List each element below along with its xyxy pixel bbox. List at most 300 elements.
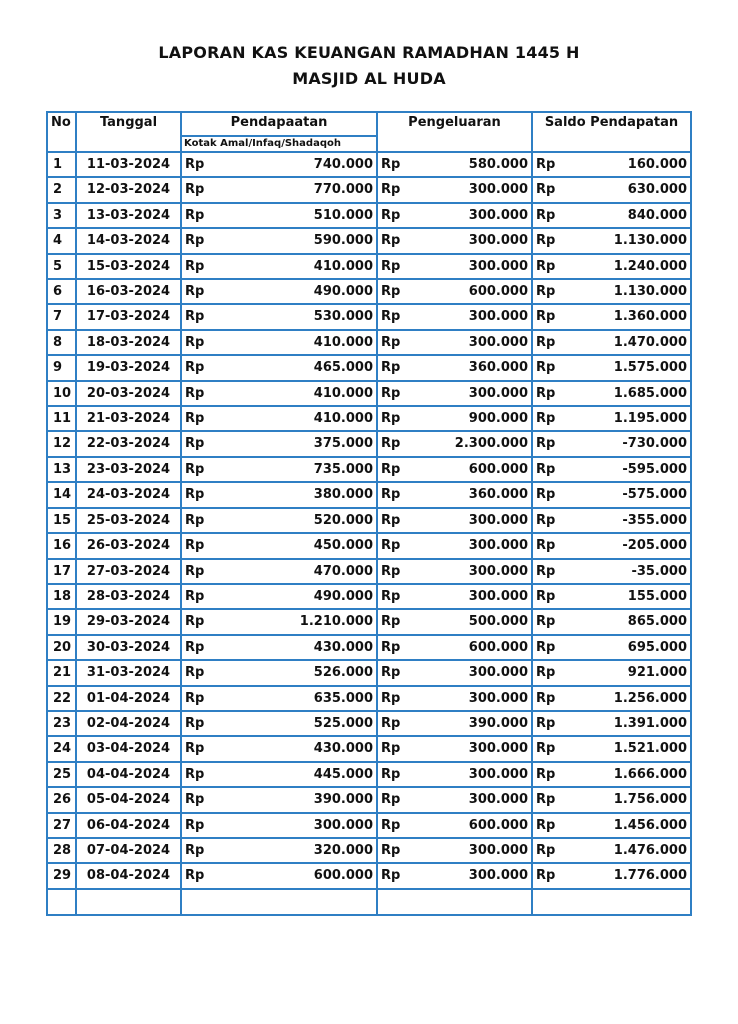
currency-label: Rp xyxy=(536,715,556,731)
cell-date: 26-03-2024 xyxy=(76,533,181,558)
cell-date: 02-04-2024 xyxy=(76,711,181,736)
cell-balance xyxy=(532,355,691,380)
income-value: 530.000 xyxy=(313,309,373,325)
currency-label: Rp xyxy=(536,258,556,274)
balance-value: 1.391.000 xyxy=(613,715,687,731)
cell-balance xyxy=(532,635,691,660)
expense-value: 300.000 xyxy=(468,766,528,782)
table-row xyxy=(47,762,691,787)
cell-no: 21 xyxy=(47,660,76,685)
cell-no: 12 xyxy=(47,431,76,456)
empty-cell xyxy=(532,889,691,915)
cell-date: 19-03-2024 xyxy=(76,355,181,380)
cell-expense xyxy=(377,787,532,812)
income-value: 770.000 xyxy=(313,182,373,198)
currency-label: Rp xyxy=(381,436,401,452)
currency-label: Rp xyxy=(185,538,205,554)
table-row xyxy=(47,330,691,355)
expense-value: 300.000 xyxy=(468,512,528,528)
report-subtitle: MASJID AL HUDA xyxy=(292,69,446,88)
currency-label: Rp xyxy=(381,487,401,503)
currency-label: Rp xyxy=(381,563,401,579)
table-row xyxy=(47,406,691,431)
table-row xyxy=(47,787,691,812)
income-value: 590.000 xyxy=(313,233,373,249)
cell-no: 1 xyxy=(47,152,76,177)
balance-value: 1.575.000 xyxy=(613,360,687,376)
currency-label: Rp xyxy=(185,639,205,655)
currency-label: Rp xyxy=(381,868,401,884)
balance-value: 160.000 xyxy=(627,157,687,172)
cell-balance xyxy=(532,660,691,685)
currency-label: Rp xyxy=(381,309,401,325)
currency-label: Rp xyxy=(381,741,401,757)
cell-balance xyxy=(532,152,691,177)
cell-income xyxy=(181,711,377,736)
header-no: No xyxy=(47,112,76,152)
header-expense: Pengeluaran xyxy=(377,112,532,152)
cell-date: 14-03-2024 xyxy=(76,228,181,253)
currency-label: Rp xyxy=(185,741,205,757)
cell-no: 11 xyxy=(47,406,76,431)
currency-label: Rp xyxy=(381,792,401,808)
expense-value: 300.000 xyxy=(468,182,528,198)
balance-value: 1.130.000 xyxy=(613,233,687,249)
cell-no: 10 xyxy=(47,381,76,406)
cell-no: 4 xyxy=(47,228,76,253)
currency-label: Rp xyxy=(536,665,556,681)
currency-label: Rp xyxy=(381,461,401,477)
cell-expense xyxy=(377,355,532,380)
empty-cell xyxy=(377,889,532,915)
currency-label: Rp xyxy=(381,360,401,376)
currency-label: Rp xyxy=(185,461,205,477)
cell-income xyxy=(181,228,377,253)
expense-value: 300.000 xyxy=(468,258,528,274)
currency-label: Rp xyxy=(185,792,205,808)
cell-date: 20-03-2024 xyxy=(76,381,181,406)
balance-value: 1.776.000 xyxy=(613,868,687,884)
currency-label: Rp xyxy=(185,182,205,198)
income-value: 410.000 xyxy=(313,258,373,274)
cell-income xyxy=(181,787,377,812)
balance-value: -595.000 xyxy=(622,461,687,477)
currency-label: Rp xyxy=(185,157,205,172)
cell-income xyxy=(181,355,377,380)
cell-date: 31-03-2024 xyxy=(76,660,181,685)
currency-label: Rp xyxy=(536,334,556,350)
cell-income xyxy=(181,762,377,787)
expense-value: 300.000 xyxy=(468,690,528,706)
cell-no: 7 xyxy=(47,304,76,329)
currency-label: Rp xyxy=(185,690,205,706)
income-value: 465.000 xyxy=(313,360,373,376)
income-value: 320.000 xyxy=(313,842,373,858)
currency-label: Rp xyxy=(536,563,556,579)
balance-value: 1.360.000 xyxy=(613,309,687,325)
currency-label: Rp xyxy=(536,461,556,477)
cell-no: 26 xyxy=(47,787,76,812)
expense-value: 300.000 xyxy=(468,563,528,579)
currency-label: Rp xyxy=(381,284,401,300)
balance-value: 1.130.000 xyxy=(613,284,687,300)
empty-cell xyxy=(47,889,76,915)
balance-value: 1.256.000 xyxy=(613,690,687,706)
cell-income xyxy=(181,177,377,202)
balance-value: 865.000 xyxy=(627,614,687,630)
income-value: 490.000 xyxy=(313,588,373,604)
cell-income xyxy=(181,863,377,888)
cell-income xyxy=(181,482,377,507)
expense-value: 600.000 xyxy=(468,817,528,833)
currency-label: Rp xyxy=(185,665,205,681)
income-value: 735.000 xyxy=(313,461,373,477)
header-balance: Saldo Pendapatan xyxy=(532,112,691,152)
cell-no: 2 xyxy=(47,177,76,202)
cell-income xyxy=(181,330,377,355)
cell-date: 28-03-2024 xyxy=(76,584,181,609)
cell-expense xyxy=(377,736,532,761)
expense-value: 600.000 xyxy=(468,461,528,477)
cell-balance xyxy=(532,559,691,584)
income-value: 526.000 xyxy=(313,665,373,681)
table-row xyxy=(47,609,691,634)
cell-income xyxy=(181,660,377,685)
cell-balance xyxy=(532,330,691,355)
currency-label: Rp xyxy=(185,436,205,452)
currency-label: Rp xyxy=(536,868,556,884)
header-date: Tanggal xyxy=(76,112,181,152)
income-value: 445.000 xyxy=(313,766,373,782)
cell-expense xyxy=(377,533,532,558)
balance-value: -35.000 xyxy=(631,563,687,579)
cell-balance xyxy=(532,381,691,406)
currency-label: Rp xyxy=(536,487,556,503)
table-row xyxy=(47,838,691,863)
currency-label: Rp xyxy=(536,360,556,376)
cell-date: 06-04-2024 xyxy=(76,813,181,838)
cell-date: 25-03-2024 xyxy=(76,508,181,533)
income-value: 410.000 xyxy=(313,411,373,427)
currency-label: Rp xyxy=(185,258,205,274)
currency-label: Rp xyxy=(185,563,205,579)
currency-label: Rp xyxy=(536,766,556,782)
cell-no: 18 xyxy=(47,584,76,609)
expense-value: 2.300.000 xyxy=(454,436,528,452)
balance-value: -575.000 xyxy=(622,487,687,503)
expense-value: 900.000 xyxy=(468,411,528,427)
cell-no: 15 xyxy=(47,508,76,533)
cell-date: 22-03-2024 xyxy=(76,431,181,456)
cell-no: 19 xyxy=(47,609,76,634)
cell-expense xyxy=(377,686,532,711)
expense-value: 300.000 xyxy=(468,309,528,325)
cell-expense xyxy=(377,635,532,660)
currency-label: Rp xyxy=(536,792,556,808)
cell-expense xyxy=(377,228,532,253)
cell-no: 16 xyxy=(47,533,76,558)
balance-value: 155.000 xyxy=(627,588,687,604)
cell-balance xyxy=(532,813,691,838)
cell-expense xyxy=(377,279,532,304)
cell-expense xyxy=(377,660,532,685)
cell-no: 5 xyxy=(47,254,76,279)
balance-value: -355.000 xyxy=(622,512,687,528)
cell-balance xyxy=(532,304,691,329)
cell-income xyxy=(181,279,377,304)
cell-balance xyxy=(532,431,691,456)
expense-value: 300.000 xyxy=(468,792,528,808)
expense-value: 300.000 xyxy=(468,207,528,223)
table-row xyxy=(47,431,691,456)
income-value: 510.000 xyxy=(313,207,373,223)
cell-expense xyxy=(377,330,532,355)
currency-label: Rp xyxy=(185,868,205,884)
cell-date: 03-04-2024 xyxy=(76,736,181,761)
currency-label: Rp xyxy=(381,842,401,858)
currency-label: Rp xyxy=(381,258,401,274)
table-row xyxy=(47,559,691,584)
table-row xyxy=(47,381,691,406)
cell-balance xyxy=(532,228,691,253)
balance-value: 1.521.000 xyxy=(613,741,687,757)
cell-no: 25 xyxy=(47,762,76,787)
cell-expense xyxy=(377,177,532,202)
cell-income xyxy=(181,609,377,634)
currency-label: Rp xyxy=(185,309,205,325)
cell-no: 24 xyxy=(47,736,76,761)
currency-label: Rp xyxy=(185,715,205,731)
currency-label: Rp xyxy=(185,512,205,528)
cell-balance xyxy=(532,508,691,533)
balance-value: 1.685.000 xyxy=(613,385,687,401)
currency-label: Rp xyxy=(381,182,401,198)
cell-balance xyxy=(532,736,691,761)
currency-label: Rp xyxy=(536,411,556,427)
table-row xyxy=(47,228,691,253)
cell-no: 17 xyxy=(47,559,76,584)
expense-value: 300.000 xyxy=(468,385,528,401)
currency-label: Rp xyxy=(381,588,401,604)
cell-expense xyxy=(377,304,532,329)
expense-value: 300.000 xyxy=(468,741,528,757)
report-title: LAPORAN KAS KEUANGAN RAMADHAN 1445 H xyxy=(158,43,580,62)
cell-balance xyxy=(532,863,691,888)
income-value: 635.000 xyxy=(313,690,373,706)
cell-income xyxy=(181,203,377,228)
currency-label: Rp xyxy=(381,538,401,554)
cell-income xyxy=(181,254,377,279)
cell-date: 17-03-2024 xyxy=(76,304,181,329)
expense-value: 600.000 xyxy=(468,639,528,655)
cell-expense xyxy=(377,559,532,584)
cell-date: 01-04-2024 xyxy=(76,686,181,711)
cell-income xyxy=(181,508,377,533)
income-value: 525.000 xyxy=(313,715,373,731)
cell-no: 22 xyxy=(47,686,76,711)
cell-income xyxy=(181,152,377,177)
cell-balance xyxy=(532,838,691,863)
cell-expense xyxy=(377,482,532,507)
cell-date: 15-03-2024 xyxy=(76,254,181,279)
currency-label: Rp xyxy=(185,614,205,630)
currency-label: Rp xyxy=(185,411,205,427)
expense-value: 300.000 xyxy=(468,334,528,350)
currency-label: Rp xyxy=(536,842,556,858)
table-row xyxy=(47,736,691,761)
expense-value: 300.000 xyxy=(468,588,528,604)
expense-value: 580.000 xyxy=(468,157,528,172)
balance-value: 630.000 xyxy=(627,182,687,198)
expense-value: 360.000 xyxy=(468,360,528,376)
empty-row xyxy=(47,889,691,915)
balance-value: 1.756.000 xyxy=(613,792,687,808)
income-value: 375.000 xyxy=(313,436,373,452)
balance-value: 695.000 xyxy=(627,639,687,655)
table-row xyxy=(47,203,691,228)
currency-label: Rp xyxy=(381,207,401,223)
cell-expense xyxy=(377,813,532,838)
cell-date: 27-03-2024 xyxy=(76,559,181,584)
income-value: 740.000 xyxy=(313,157,373,172)
table-row xyxy=(47,686,691,711)
expense-value: 300.000 xyxy=(468,868,528,884)
balance-value: 921.000 xyxy=(627,665,687,681)
currency-label: Rp xyxy=(536,284,556,300)
cell-no: 20 xyxy=(47,635,76,660)
cell-income xyxy=(181,635,377,660)
empty-cell xyxy=(76,889,181,915)
cell-balance xyxy=(532,584,691,609)
cell-expense xyxy=(377,762,532,787)
cell-date: 16-03-2024 xyxy=(76,279,181,304)
cell-expense xyxy=(377,431,532,456)
expense-value: 390.000 xyxy=(468,715,528,731)
table-row xyxy=(47,279,691,304)
balance-value: 1.240.000 xyxy=(613,258,687,274)
header-income-sub: Kotak Amal/Infaq/Shadaqoh xyxy=(181,136,377,152)
cell-expense xyxy=(377,584,532,609)
balance-value: -730.000 xyxy=(622,436,687,452)
table-row xyxy=(47,152,691,177)
cell-expense xyxy=(377,406,532,431)
cell-date: 21-03-2024 xyxy=(76,406,181,431)
income-value: 450.000 xyxy=(313,538,373,554)
currency-label: Rp xyxy=(185,334,205,350)
currency-label: Rp xyxy=(536,157,556,172)
currency-label: Rp xyxy=(381,665,401,681)
cell-balance xyxy=(532,254,691,279)
currency-label: Rp xyxy=(536,512,556,528)
cell-no: 8 xyxy=(47,330,76,355)
expense-value: 300.000 xyxy=(468,842,528,858)
cell-income xyxy=(181,431,377,456)
currency-label: Rp xyxy=(185,385,205,401)
currency-label: Rp xyxy=(185,360,205,376)
table-row xyxy=(47,355,691,380)
cell-income xyxy=(181,406,377,431)
currency-label: Rp xyxy=(536,233,556,249)
balance-value: 1.666.000 xyxy=(613,766,687,782)
header-income: Pendapaatan xyxy=(181,112,377,136)
cell-no: 14 xyxy=(47,482,76,507)
cell-no: 29 xyxy=(47,863,76,888)
cell-balance xyxy=(532,762,691,787)
currency-label: Rp xyxy=(381,614,401,630)
currency-label: Rp xyxy=(536,309,556,325)
table-row xyxy=(47,813,691,838)
currency-label: Rp xyxy=(381,334,401,350)
income-value: 300.000 xyxy=(313,817,373,833)
table-row xyxy=(47,533,691,558)
currency-label: Rp xyxy=(536,207,556,223)
cell-date: 07-04-2024 xyxy=(76,838,181,863)
cell-date: 12-03-2024 xyxy=(76,177,181,202)
currency-label: Rp xyxy=(185,842,205,858)
currency-label: Rp xyxy=(381,766,401,782)
cell-income xyxy=(181,736,377,761)
currency-label: Rp xyxy=(536,182,556,198)
balance-value: 1.470.000 xyxy=(613,334,687,350)
cell-date: 18-03-2024 xyxy=(76,330,181,355)
cell-date: 24-03-2024 xyxy=(76,482,181,507)
cell-balance xyxy=(532,609,691,634)
income-value: 470.000 xyxy=(313,563,373,579)
income-value: 410.000 xyxy=(313,385,373,401)
currency-label: Rp xyxy=(536,538,556,554)
cell-no: 27 xyxy=(47,813,76,838)
currency-label: Rp xyxy=(381,639,401,655)
table-row xyxy=(47,304,691,329)
currency-label: Rp xyxy=(185,588,205,604)
cash-report-table xyxy=(46,111,692,916)
currency-label: Rp xyxy=(536,817,556,833)
currency-label: Rp xyxy=(185,233,205,249)
table-row xyxy=(47,635,691,660)
cell-date: 13-03-2024 xyxy=(76,203,181,228)
cell-expense xyxy=(377,863,532,888)
expense-value: 300.000 xyxy=(468,665,528,681)
balance-value: 1.456.000 xyxy=(613,817,687,833)
table-row xyxy=(47,660,691,685)
cell-income xyxy=(181,559,377,584)
currency-label: Rp xyxy=(185,766,205,782)
income-value: 410.000 xyxy=(313,334,373,350)
cell-date: 05-04-2024 xyxy=(76,787,181,812)
balance-value: -205.000 xyxy=(622,538,687,554)
expense-value: 300.000 xyxy=(468,233,528,249)
income-value: 430.000 xyxy=(313,741,373,757)
expense-value: 360.000 xyxy=(468,487,528,503)
expense-value: 300.000 xyxy=(468,538,528,554)
cell-no: 13 xyxy=(47,457,76,482)
income-value: 490.000 xyxy=(313,284,373,300)
cell-balance xyxy=(532,533,691,558)
cell-expense xyxy=(377,711,532,736)
balance-value: 840.000 xyxy=(627,207,687,223)
income-value: 390.000 xyxy=(313,792,373,808)
currency-label: Rp xyxy=(381,385,401,401)
currency-label: Rp xyxy=(536,385,556,401)
cell-expense xyxy=(377,457,532,482)
income-value: 600.000 xyxy=(313,868,373,884)
cell-expense xyxy=(377,508,532,533)
cell-income xyxy=(181,838,377,863)
cell-balance xyxy=(532,457,691,482)
currency-label: Rp xyxy=(536,690,556,706)
cell-income xyxy=(181,304,377,329)
cell-date: 23-03-2024 xyxy=(76,457,181,482)
